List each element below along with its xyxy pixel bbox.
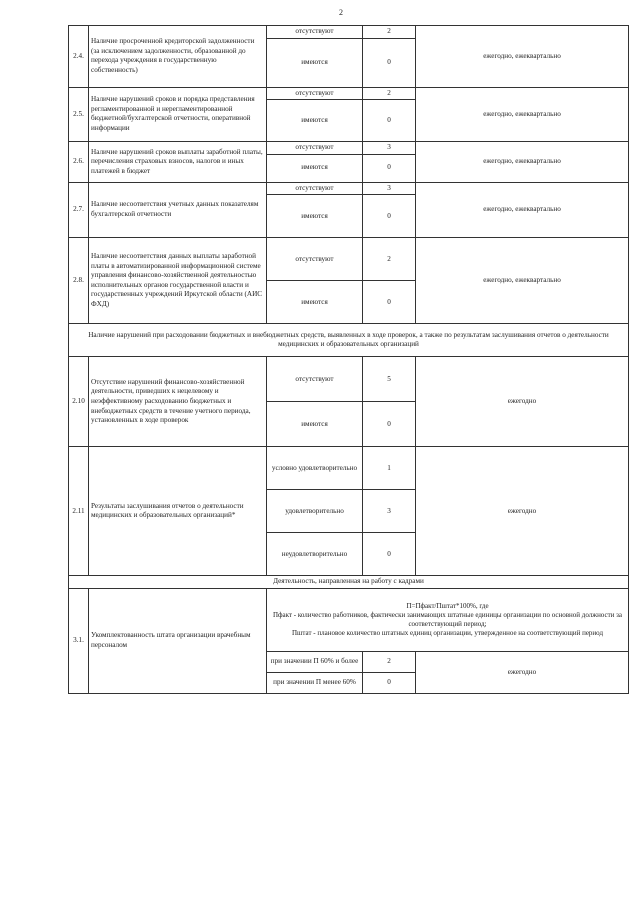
criterion-description: Результаты заслушивания отчетов о деятельности медицинских и образовательных организаций*	[89, 447, 267, 576]
table-row	[69, 324, 629, 357]
option-score: 0	[363, 672, 416, 693]
criteria-table	[68, 25, 629, 694]
criterion-description: Укомплектованность штата организации врачебным персоналом	[89, 588, 267, 693]
row-number: 2.10	[69, 357, 89, 447]
table-row	[69, 26, 629, 39]
option-score: 0	[363, 38, 416, 87]
section-header: Наличие нарушений при расходовании бюджетных и внебюджетных средств, выявленных в ходе проверок, а также по результатам заслушивания отчетов о деятельности медицинских и образовательных организаций	[69, 324, 629, 357]
option-score: 2	[363, 651, 416, 672]
option-label: имеются	[267, 154, 363, 182]
option-score: 1	[363, 447, 416, 490]
table-row	[69, 588, 629, 651]
option-score: 0	[363, 402, 416, 447]
frequency: ежегодно	[416, 651, 629, 693]
table-row	[69, 447, 629, 490]
frequency: ежегодно, ежеквартально	[416, 26, 629, 88]
option-score: 3	[363, 142, 416, 155]
row-number: 2.8.	[69, 238, 89, 324]
option-label: отсутствуют	[267, 142, 363, 155]
option-label: отсутствуют	[267, 87, 363, 100]
option-score: 3	[363, 182, 416, 195]
option-score: 2	[363, 238, 416, 281]
option-label: условно удовлетворительно	[267, 447, 363, 490]
criterion-description: Наличие нарушений сроков и порядка представления регламентированной и нерегламентированной бюджетной/бухгалтерской отчетности, оперативной информации	[89, 87, 267, 142]
option-score: 0	[363, 154, 416, 182]
page-number: 2	[339, 8, 343, 17]
option-label: неудовлетворительно	[267, 533, 363, 576]
option-score: 0	[363, 281, 416, 324]
option-label: имеются	[267, 100, 363, 142]
formula-line: Пфакт - количество работников, фактически занимающих штатные единицы организации по основной должности за соответствующий период;	[272, 610, 623, 628]
option-label: имеются	[267, 281, 363, 324]
option-label: при значении П 60% и более	[267, 651, 363, 672]
table-row	[69, 357, 629, 402]
option-score: 0	[363, 195, 416, 238]
table-row	[69, 576, 629, 589]
formula-cell	[267, 588, 629, 651]
frequency: ежегодно	[416, 447, 629, 576]
table-row	[69, 87, 629, 100]
frequency: ежегодно, ежеквартально	[416, 142, 629, 183]
option-label: при значении П менее 60%	[267, 672, 363, 693]
option-score: 3	[363, 490, 416, 533]
row-number: 2.5.	[69, 87, 89, 142]
table-row	[69, 142, 629, 155]
frequency: ежегодно, ежеквартально	[416, 87, 629, 142]
row-number: 2.4.	[69, 26, 89, 88]
formula-line: Пштат - плановое количество штатных единиц организации, утвержденное на соответствующий период	[291, 629, 604, 638]
row-number: 2.7.	[69, 182, 89, 238]
option-label: имеются	[267, 402, 363, 447]
table-row	[69, 182, 629, 195]
frequency: ежегодно, ежеквартально	[416, 238, 629, 324]
option-score: 0	[363, 100, 416, 142]
row-number: 3.1.	[69, 588, 89, 693]
frequency: ежегодно, ежеквартально	[416, 182, 629, 238]
row-number: 2.6.	[69, 142, 89, 183]
option-label: имеются	[267, 195, 363, 238]
table-row	[69, 238, 629, 281]
criterion-description: Отсутствие нарушений финансово-хозяйственной деятельности, приведших к нецелевому и неэффективному расходованию бюджетных и внебюджетных средств в течение учетного периода, установленных в ходе проверок	[89, 357, 267, 447]
criterion-description: Наличие несоответствия данных выплаты заработной платы в автоматизированной информационной системе управления финансово-хозяйственной деятельностью исполнительных органов государственной власти и государственных учреждений Иркутской области (АИС ФХД)	[89, 238, 267, 324]
criterion-description: Наличие несоответствия учетных данных показателям бухгалтерской отчетности	[89, 182, 267, 238]
row-number: 2.11	[69, 447, 89, 576]
option-score: 0	[363, 533, 416, 576]
option-score: 2	[363, 87, 416, 100]
option-label: отсутствуют	[267, 357, 363, 402]
option-label: удовлетворительно	[267, 490, 363, 533]
frequency: ежегодно	[416, 357, 629, 447]
option-label: отсутствуют	[267, 26, 363, 39]
criterion-description: Наличие просроченной кредиторской задолженности (за исключением задолженности, образованной до перехода учреждения в государственную собственность)	[89, 26, 267, 88]
criterion-description: Наличие нарушений сроков выплаты заработной платы, перечисления страховых взносов, налогов и иных платежей в бюджет	[89, 142, 267, 183]
option-label: отсутствуют	[267, 238, 363, 281]
formula-line: П=Пфакт/Пштат*100%, где	[406, 601, 489, 610]
option-label: имеются	[267, 38, 363, 87]
option-score: 2	[363, 26, 416, 39]
option-score: 5	[363, 357, 416, 402]
section-header: Деятельность, направленная на работу с кадрами	[69, 576, 629, 589]
option-label: отсутствуют	[267, 182, 363, 195]
